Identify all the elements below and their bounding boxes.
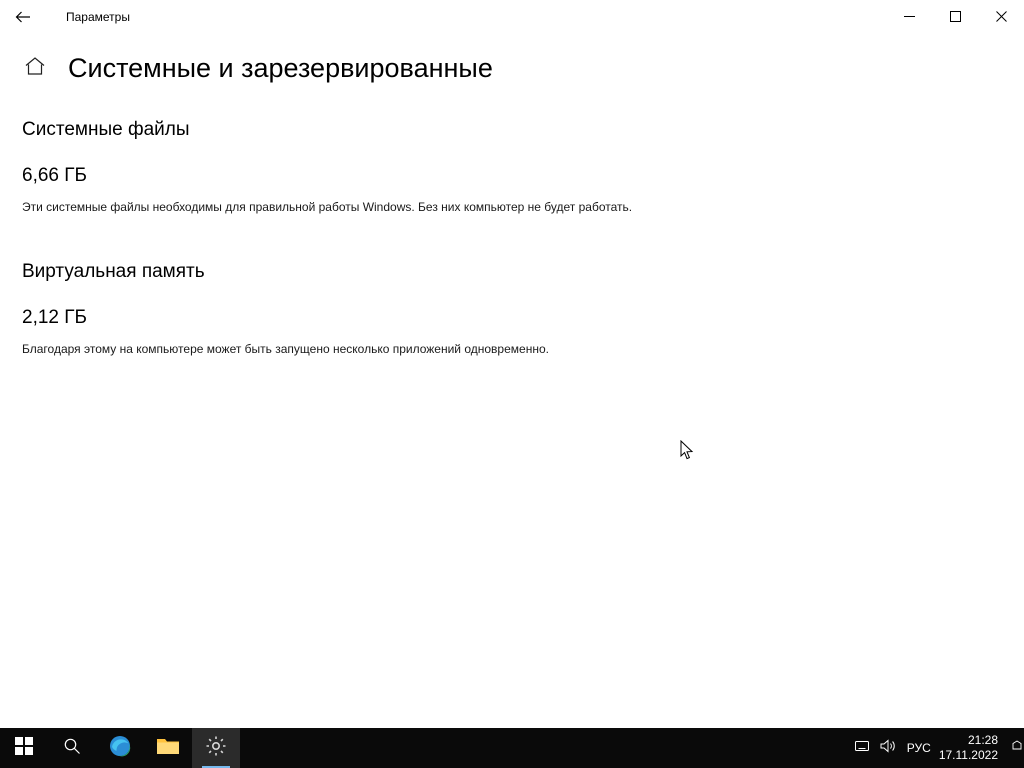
minimize-icon [904,11,915,22]
taskbar [0,728,1024,768]
clock[interactable] [939,733,1010,763]
language-indicator[interactable]: РУС [906,741,931,755]
edge-button[interactable] [96,728,144,768]
back-arrow-icon [14,8,32,26]
settings-button[interactable] [192,728,240,768]
back-button[interactable] [0,1,46,33]
section-system-files [22,118,982,216]
clock-time: 21:28 [967,733,998,747]
notifications-icon [1011,739,1023,757]
edge-browser-icon [108,734,132,763]
close-button[interactable] [978,0,1024,32]
notifications-button[interactable] [1010,728,1024,768]
section-description: Эти системные файлы необходимы для правильной работы Windows. Без них компьютер не будет работать. [22,200,633,214]
taskbar-items [0,728,240,768]
volume-button[interactable] [875,728,901,768]
search-icon [63,737,81,760]
section-heading: Системные файлы [22,119,190,140]
page-header [22,52,493,84]
start-button[interactable] [0,728,48,768]
home-button[interactable] [22,55,48,81]
maximize-icon [950,11,961,22]
clock-date: 17.11.2022 [938,748,998,762]
close-icon [996,11,1007,22]
system-tray [849,728,1024,768]
maximize-button[interactable] [932,0,978,32]
volume-icon [880,739,896,758]
windows-logo-icon [15,737,33,760]
mouse-pointer-icon [680,440,694,462]
gear-icon [205,735,227,762]
section-heading: Виртуальная память [22,261,205,282]
minimize-button[interactable] [886,0,932,32]
section-description: Благодаря этому на компьютере может быть запущено несколько приложений одновременно. [22,342,549,356]
search-button[interactable] [48,728,96,768]
file-explorer-button[interactable] [144,728,192,768]
title-bar [0,0,1024,33]
home-icon [24,55,46,82]
show-hidden-icons-icon [855,739,869,758]
window-controls [886,0,1024,32]
window-title: Параметры [66,9,130,24]
section-value: 6,66 ГБ [22,165,88,186]
section-value: 2,12 ГБ [22,307,88,328]
folder-icon [156,735,180,762]
settings-content [22,118,982,384]
page-title: Системные и зарезервированные [68,53,493,83]
show-hidden-icons-button[interactable] [849,728,875,768]
section-virtual-memory [22,260,982,358]
